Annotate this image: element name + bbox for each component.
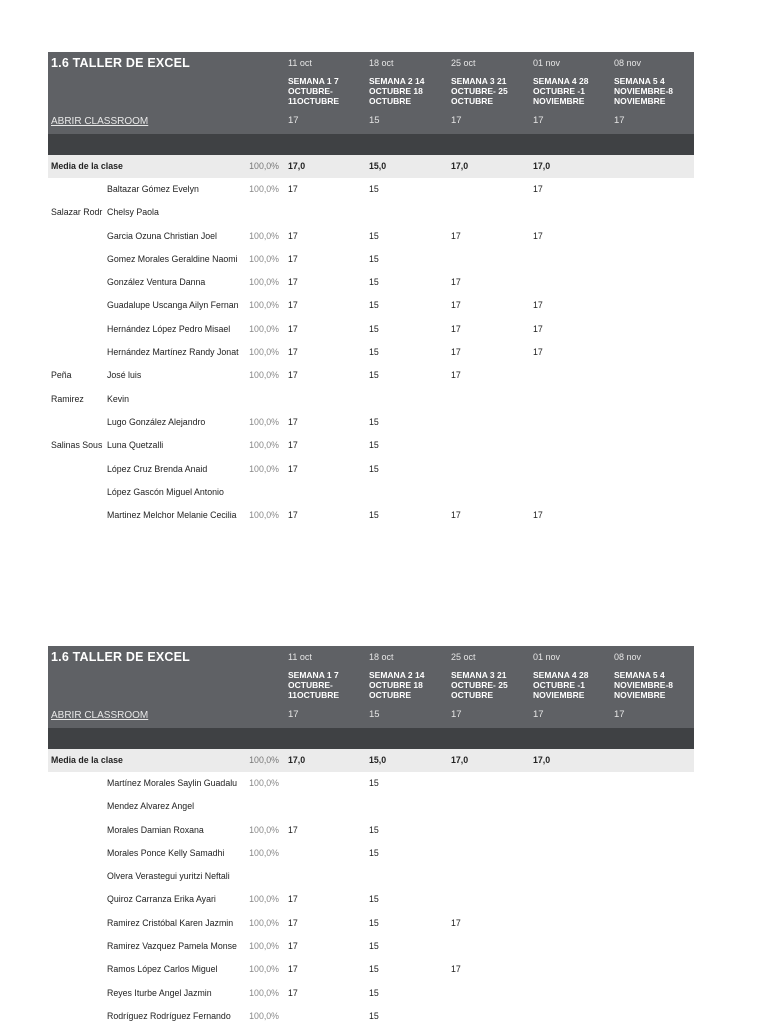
grade-cell[interactable]: 15	[369, 277, 379, 288]
student-row[interactable]	[48, 434, 694, 457]
student-last-name: Salinas Sous	[51, 440, 103, 451]
student-percent: 100,0%	[249, 230, 279, 241]
student-name: Ramirez Vazquez Pamela Monse	[107, 941, 237, 952]
assignment-name[interactable]: SEMANA 3 21 OCTUBRE- 25 OCTUBRE	[451, 76, 508, 106]
grade-cell[interactable]: 15	[369, 510, 379, 521]
student-name: Quiroz Carranza Erika Ayari	[107, 894, 216, 905]
grade-cell[interactable]: 15	[369, 894, 379, 905]
sheet-header	[48, 646, 694, 728]
grade-cell[interactable]: 17	[533, 184, 543, 194]
student-row[interactable]	[48, 865, 694, 888]
student-name: López Gascón Miguel Antonio	[107, 486, 224, 497]
grade-cell[interactable]: 17	[451, 964, 461, 975]
student-row[interactable]	[48, 248, 694, 271]
student-row[interactable]	[48, 982, 694, 1005]
student-name: Morales Ponce Kelly Samadhi	[107, 847, 225, 858]
average-grade: 17,0	[288, 161, 306, 171]
assignment-date: 18 oct	[369, 652, 394, 662]
grade-cell[interactable]: 17	[451, 510, 461, 521]
sheet-header	[48, 52, 694, 134]
sheet-title: 1.6 TALLER DE EXCEL	[51, 650, 191, 664]
student-percent: 100,0%	[249, 277, 279, 288]
student-name: López Cruz Brenda Anaid	[107, 463, 208, 474]
student-row[interactable]	[48, 842, 694, 865]
assignment-name[interactable]: SEMANA 2 14 OCTUBRE 18 OCTUBRE	[369, 670, 425, 700]
average-grade: 15,0	[369, 755, 387, 765]
class-average-row	[48, 155, 694, 178]
student-row[interactable]	[48, 364, 694, 387]
student-row[interactable]	[48, 458, 694, 481]
grade-cell[interactable]: 17	[288, 964, 298, 975]
grade-cell[interactable]: 17	[288, 824, 298, 835]
grade-cell[interactable]: 15	[369, 778, 379, 788]
grade-cell[interactable]: 17	[288, 300, 298, 311]
grade-cell[interactable]: 17	[288, 230, 298, 241]
grade-cell[interactable]: 17	[451, 347, 461, 358]
grade-cell[interactable]: 17	[288, 416, 298, 427]
grade-cell[interactable]: 15	[369, 440, 379, 451]
student-name: José luis	[107, 370, 142, 381]
student-row[interactable]	[48, 411, 694, 434]
student-row[interactable]	[48, 178, 694, 201]
header-band	[48, 728, 694, 749]
student-percent: 100,0%	[249, 917, 279, 928]
average-grade: 17,0	[533, 161, 551, 171]
grade-cell[interactable]: 17	[451, 370, 461, 381]
student-percent: 100,0%	[249, 1010, 279, 1021]
student-name: Lugo González Alejandro	[107, 416, 206, 427]
student-percent: 100,0%	[249, 370, 279, 381]
student-row[interactable]	[48, 271, 694, 294]
student-name: Rodríguez Rodríguez Fernando	[107, 1010, 231, 1021]
assignment-name[interactable]: SEMANA 4 28 OCTUBRE -1 NOVIEMBRE	[533, 76, 589, 106]
grade-cell[interactable]: 17	[533, 323, 543, 334]
student-name: Hernández Martínez Randy Jonat	[107, 347, 239, 358]
grade-cell[interactable]: 15	[369, 1010, 379, 1021]
student-percent: 100,0%	[249, 964, 279, 975]
grade-cell[interactable]: 17	[533, 347, 543, 358]
student-name: Ramirez Cristóbal Karen Jazmin	[107, 917, 234, 928]
grade-cell[interactable]: 17	[451, 917, 461, 928]
student-last-name: Peña	[51, 370, 72, 381]
student-name: Guadalupe Uscanga Ailyn Fernan	[107, 300, 239, 311]
student-row[interactable]	[48, 481, 694, 504]
student-percent: 100,0%	[249, 416, 279, 427]
student-row[interactable]	[48, 318, 694, 341]
student-percent: 100,0%	[249, 778, 279, 788]
student-row[interactable]	[48, 819, 694, 842]
student-name: Gomez Morales Geraldine Naomi	[107, 253, 238, 264]
student-name: Luna Quetzalli	[107, 440, 164, 451]
grade-cell[interactable]: 15	[369, 253, 379, 264]
assignment-points: 17	[533, 115, 544, 126]
sheet-title: 1.6 TALLER DE EXCEL	[51, 56, 191, 70]
student-row[interactable]	[48, 341, 694, 364]
header-band	[48, 134, 694, 155]
average-percent: 100,0%	[249, 161, 279, 171]
assignment-date: 01 nov	[533, 652, 561, 662]
grade-cell[interactable]: 15	[369, 941, 379, 952]
student-last-name: Ramirez	[51, 393, 84, 404]
grade-cell[interactable]: 17	[288, 277, 298, 288]
average-grade: 17,0	[451, 161, 469, 171]
student-percent: 100,0%	[249, 184, 279, 194]
grade-cell[interactable]: 17	[288, 917, 298, 928]
student-name: Reyes Iturbe Angel Jazmin	[107, 987, 212, 998]
student-percent: 100,0%	[249, 347, 279, 358]
student-name: Garcia Ozuna Christian Joel	[107, 230, 218, 241]
student-row[interactable]	[48, 1005, 694, 1028]
assignment-date: 11 oct	[288, 652, 312, 662]
grade-cell[interactable]: 15	[369, 463, 379, 474]
grade-cell[interactable]: 17	[288, 894, 298, 905]
student-name: Olvera Verastegui yuritzi Neftali	[107, 871, 230, 882]
grade-cell[interactable]: 15	[369, 987, 379, 998]
student-percent: 100,0%	[249, 941, 279, 952]
student-percent: 100,0%	[249, 323, 279, 334]
open-classroom-link[interactable]: ABRIR CLASSROOM	[51, 710, 149, 721]
grade-cell[interactable]: 17	[288, 347, 298, 358]
grade-cell[interactable]: 17	[288, 941, 298, 952]
grade-cell[interactable]: 15	[369, 323, 379, 334]
assignment-name[interactable]: SEMANA 1 7 OCTUBRE- 11OCTUBRE	[288, 76, 340, 106]
student-name: González Ventura Danna	[107, 277, 206, 288]
assignment-date: 25 oct	[451, 652, 476, 662]
grade-cell[interactable]: 15	[369, 964, 379, 975]
grade-cell[interactable]: 15	[369, 847, 379, 858]
assignment-points: 17	[614, 709, 625, 720]
grade-cell[interactable]: 15	[369, 300, 379, 311]
grade-cell[interactable]: 17	[288, 463, 298, 474]
grade-cell[interactable]: 15	[369, 824, 379, 835]
assignment-points: 17	[288, 709, 299, 720]
gradebook-sheet-1	[48, 52, 694, 527]
assignment-points: 17	[451, 115, 462, 126]
class-average-row	[48, 749, 694, 772]
grade-cell[interactable]: 17	[451, 323, 461, 334]
student-percent: 100,0%	[249, 253, 279, 264]
student-percent: 100,0%	[249, 300, 279, 311]
grade-cell[interactable]: 15	[369, 347, 379, 358]
grade-cell[interactable]: 17	[288, 987, 298, 998]
assignment-name[interactable]: SEMANA 3 21 OCTUBRE- 25 OCTUBRE	[451, 670, 508, 700]
class-average-label: Media de la clase	[51, 755, 123, 765]
student-row[interactable]	[48, 935, 694, 958]
grade-cell[interactable]: 15	[369, 917, 379, 928]
assignment-date: 11 oct	[288, 58, 312, 68]
assignment-points: 15	[369, 115, 380, 126]
grade-cell[interactable]: 17	[533, 300, 543, 311]
average-grade: 17,0	[451, 755, 469, 765]
student-row[interactable]	[48, 225, 694, 248]
grade-cell[interactable]: 17	[533, 230, 543, 241]
grade-cell[interactable]: 15	[369, 370, 379, 381]
student-percent: 100,0%	[249, 440, 279, 451]
assignment-points: 17	[288, 115, 299, 126]
grade-cell[interactable]: 17	[533, 510, 543, 521]
student-row[interactable]	[48, 388, 694, 411]
grade-cell[interactable]: 17	[288, 184, 298, 194]
student-name: Baltazar Gómez Evelyn	[107, 184, 199, 194]
grade-cell[interactable]: 15	[369, 416, 379, 427]
grade-cell[interactable]: 17	[288, 440, 298, 451]
student-row[interactable]	[48, 888, 694, 911]
grade-cell[interactable]: 17	[451, 277, 461, 288]
grade-cell[interactable]: 17	[288, 510, 298, 521]
average-grade: 17,0	[288, 755, 306, 765]
student-name: Martínez Morales Saylin Guadalu	[107, 778, 238, 788]
assignment-name[interactable]: SEMANA 5 4 NOVIEMBRE-8 NOVIEMBRE	[614, 670, 674, 700]
average-grade: 17,0	[533, 755, 551, 765]
class-average-label: Media de la clase	[51, 161, 123, 171]
student-row[interactable]	[48, 958, 694, 981]
student-name: Martinez Melchor Melanie Cecilia	[107, 510, 237, 521]
student-rows	[48, 178, 694, 527]
average-percent: 100,0%	[249, 755, 279, 765]
student-rows	[48, 772, 694, 1028]
student-row[interactable]	[48, 504, 694, 527]
student-row[interactable]	[48, 294, 694, 317]
grade-cell[interactable]: 17	[451, 300, 461, 311]
student-row[interactable]	[48, 772, 694, 795]
assignment-date: 08 nov	[614, 58, 642, 68]
student-name: Chelsy Paola	[107, 207, 159, 218]
student-last-name: Salazar Rodr	[51, 207, 103, 218]
grade-cell[interactable]: 17	[288, 253, 298, 264]
assignment-date: 18 oct	[369, 58, 394, 68]
grade-cell[interactable]: 17	[288, 323, 298, 334]
student-percent: 100,0%	[249, 987, 279, 998]
student-percent: 100,0%	[249, 894, 279, 905]
student-row[interactable]	[48, 201, 694, 224]
gradebook-sheet-2	[48, 646, 694, 1028]
average-grade: 15,0	[369, 161, 387, 171]
assignment-points: 17	[451, 709, 462, 720]
assignment-name[interactable]: SEMANA 5 4 NOVIEMBRE-8 NOVIEMBRE	[614, 76, 674, 106]
student-percent: 100,0%	[249, 510, 279, 521]
assignment-date: 01 nov	[533, 58, 561, 68]
student-name: Mendez Alvarez Angel	[107, 801, 195, 812]
assignment-date: 25 oct	[451, 58, 476, 68]
open-classroom-link[interactable]: ABRIR CLASSROOM	[51, 116, 149, 127]
student-name: Hernández López Pedro Misael	[107, 323, 231, 334]
assignment-points: 17	[614, 115, 625, 126]
student-name: Morales Damian Roxana	[107, 824, 204, 835]
assignment-name[interactable]: SEMANA 4 28 OCTUBRE -1 NOVIEMBRE	[533, 670, 589, 700]
student-row[interactable]	[48, 912, 694, 935]
student-name: Ramos López Carlos Miguel	[107, 964, 218, 975]
student-percent: 100,0%	[249, 824, 279, 835]
grade-cell[interactable]: 15	[369, 230, 379, 241]
student-percent: 100,0%	[249, 847, 279, 858]
assignment-points: 17	[533, 709, 544, 720]
student-name: Kevin	[107, 393, 130, 404]
grade-cell[interactable]: 17	[451, 230, 461, 241]
assignment-date: 08 nov	[614, 652, 642, 662]
assignment-name[interactable]: SEMANA 1 7 OCTUBRE- 11OCTUBRE	[288, 670, 340, 700]
grade-cell[interactable]: 15	[369, 184, 379, 194]
student-percent: 100,0%	[249, 463, 279, 474]
student-row[interactable]	[48, 795, 694, 818]
assignment-name[interactable]: SEMANA 2 14 OCTUBRE 18 OCTUBRE	[369, 76, 425, 106]
assignment-points: 15	[369, 709, 380, 720]
grade-cell[interactable]: 17	[288, 370, 298, 381]
